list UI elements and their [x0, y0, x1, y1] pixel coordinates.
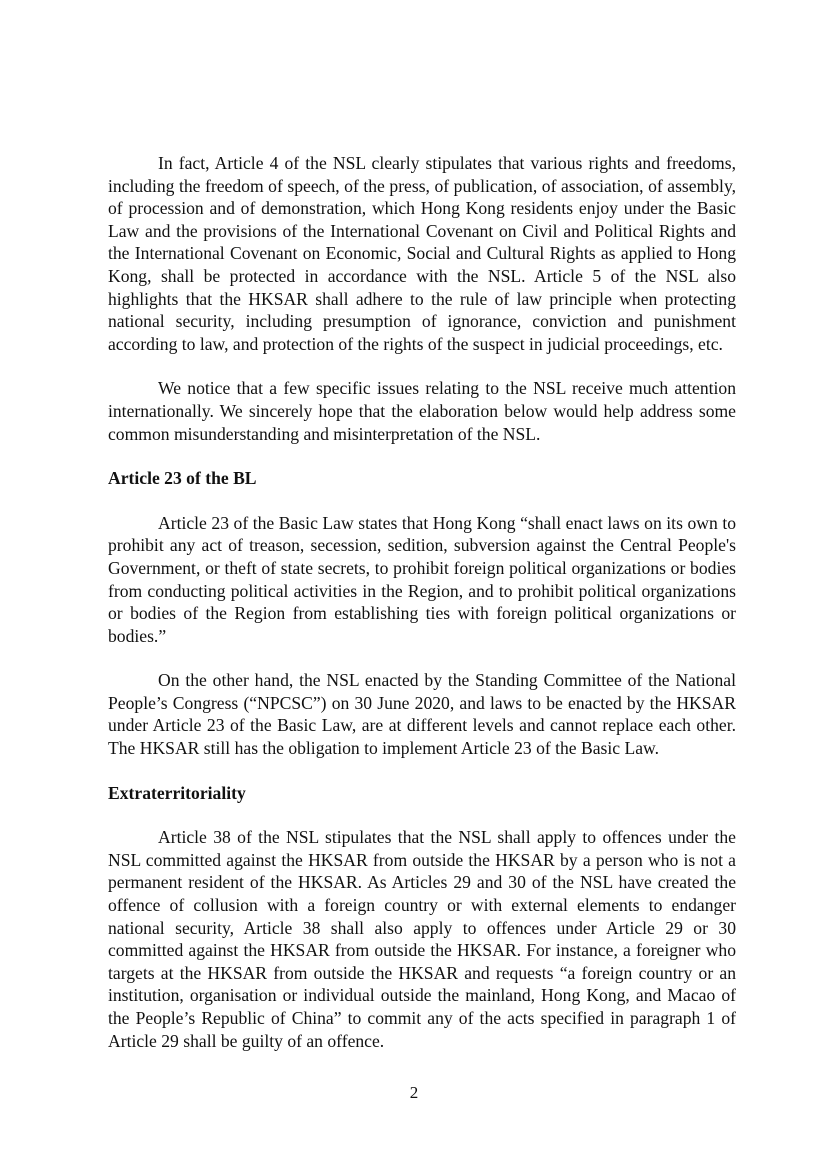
paragraph-nsl-levels: On the other hand, the NSL enacted by the Standing Committee of the National People’s Congress (“NPCSC”) on 30 June 2020, and laws to be enacted by the HKSAR under Article 23 of the Basic Law, are at different levels and cannot replace each other. The HKSAR still has the obligation to implement Article 23 of the Basic Law. — [108, 670, 736, 759]
paragraph-article-23-text: Article 23 of the Basic Law states that Hong Kong “shall enact laws on its own to prohibit any act of treason, secession, sedition, subversion against the Central People's Government, or theft of state secrets, to prohibit foreign political organizations or bodies from conducting political activities in the Region, and to prohibit political organizations or bodies of the Region from establishing ties with foreign political organizations or bodies.” — [108, 512, 736, 646]
page-number: 2 — [409, 1083, 419, 1102]
section-heading-article-23: Article 23 of the BL — [108, 468, 257, 489]
paragraph-rights-freedoms: In fact, Article 4 of the NSL clearly stipulates that various rights and freedoms, including the freedom of speech, of the press, of publication, of association, of assembly, of procession and of demonstration, which Hong Kong residents enjoy under the Basic Law and the provisions of the International Covenant on Civil and Political Rights and the International Covenant on Economic, Social and Cultural Rights as applied to Hong Kong, shall be protected in accordance with the NSL. Article 5 of the NSL also highlights that the HKSAR shall adhere to the rule of law principle when protecting national security, including presumption of ignorance, conviction and punishment according to law, and protection of the rights of the suspect in judicial proceedings, etc. — [108, 153, 736, 354]
section-heading-extraterritoriality: Extraterritoriality — [108, 782, 246, 803]
paragraph-article-38: Article 38 of the NSL stipulates that the NSL shall apply to offences under the NSL committed against the HKSAR from outside the HKSAR by a person who is not a permanent resident of the HKSAR. As Articles 29 and 30 of the NSL have created the offence of collusion with a foreign country or with external elements to endanger national security, Article 38 shall also apply to offences under Article 29 or 30 committed against the HKSAR from outside the HKSAR. For instance, a foreigner who targets at the HKSAR from outside the HKSAR and requests “a foreign country or an institution, organisation or individual outside the mainland, Hong Kong, and Macao of the People’s Republic of China” to commit any of the acts specified in paragraph 1 of Article 29 shall be guilty of an offence. — [108, 827, 736, 1051]
document-body — [108, 152, 736, 1052]
paragraph-specific-issues: We notice that a few specific issues relating to the NSL receive much attention internationally. We sincerely hope that the elaboration below would help address some common misunderstanding and misinterpretation of the NSL. — [108, 378, 736, 444]
